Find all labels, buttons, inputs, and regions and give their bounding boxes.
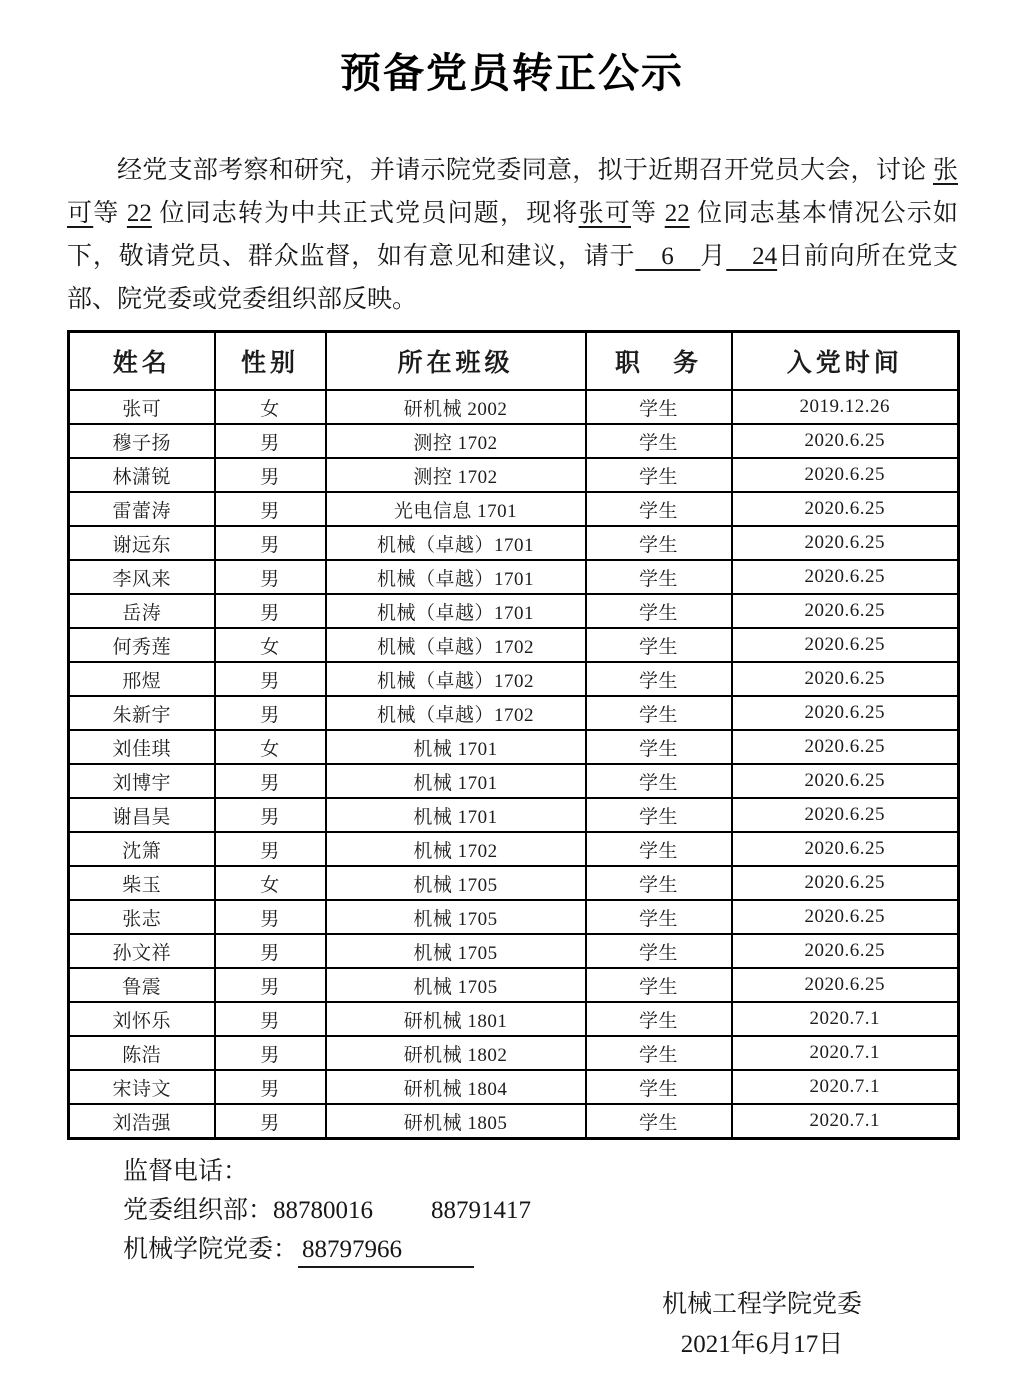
member-position: 学生 [586,696,732,730]
member-class: 机械 1701 [326,730,586,764]
member-position: 学生 [586,730,732,764]
member-name: 李风来 [69,560,215,594]
supervision-phone-title: 监督电话： [123,1158,249,1185]
member-join-date: 2020.6.25 [732,492,959,526]
member-join-date: 2020.6.25 [732,628,959,662]
notice-text-4: 等 [631,200,665,227]
org-dept-phone-2: 88791417 [431,1197,532,1224]
underlined-count-2: 22 [664,200,690,227]
member-class: 机械 1701 [326,764,586,798]
member-gender: 男 [215,1104,326,1139]
table-row [69,1070,959,1104]
table-row [69,696,959,730]
member-gender: 男 [215,968,326,1002]
notice-text-6: 月 [700,243,727,270]
member-class: 机械（卓越）1702 [326,628,586,662]
signature-block [640,1285,884,1365]
col-header-position: 职 务 [586,332,732,391]
member-class: 机械（卓越）1701 [326,560,586,594]
member-name: 宋诗文 [69,1070,215,1104]
signature-org: 机械工程学院党委 [661,1291,862,1318]
member-join-date: 2020.6.25 [732,832,959,866]
member-class: 机械（卓越）1701 [326,594,586,628]
member-name: 鲁震 [69,968,215,1002]
notice-text-5: 位同志基本情况公示如下，敬请党员、群众监督，如有意见和建议，请于 [67,200,958,270]
member-position: 学生 [586,594,732,628]
table-row [69,1036,959,1070]
member-name: 孙文祥 [69,934,215,968]
member-name: 刘怀乐 [69,1002,215,1036]
member-class: 机械（卓越）1702 [326,696,586,730]
member-position: 学生 [586,900,732,934]
member-name: 林潇锐 [69,458,215,492]
col-header-class: 所在班级 [326,332,586,391]
table-row [69,424,959,458]
member-position: 学生 [586,798,732,832]
member-name: 朱新宇 [69,696,215,730]
member-join-date: 2020.6.25 [732,798,959,832]
notice-paragraph [67,149,958,321]
member-class: 机械 1705 [326,900,586,934]
member-name: 谢昌昊 [69,798,215,832]
member-name: 张志 [69,900,215,934]
member-position: 学生 [586,1104,732,1139]
member-join-date: 2020.6.25 [732,900,959,934]
member-join-date: 2020.6.25 [732,696,959,730]
member-position: 学生 [586,764,732,798]
member-position: 学生 [586,866,732,900]
member-position: 学生 [586,968,732,1002]
member-class: 机械（卓越）1701 [326,526,586,560]
table-row [69,934,959,968]
member-class: 机械 1705 [326,934,586,968]
col-header-gender: 性别 [215,332,326,391]
member-gender: 男 [215,798,326,832]
member-join-date: 2020.6.25 [732,968,959,1002]
table-row [69,458,959,492]
member-name: 雷蕾涛 [69,492,215,526]
member-name: 刘佳琪 [69,730,215,764]
member-position: 学生 [586,424,732,458]
member-name: 柴玉 [69,866,215,900]
member-position: 学生 [586,526,732,560]
member-position: 学生 [586,934,732,968]
member-position: 学生 [586,628,732,662]
member-join-date: 2020.6.25 [732,594,959,628]
member-class: 研机械 1801 [326,1002,586,1036]
table-row [69,560,959,594]
member-class: 机械 1702 [326,832,586,866]
table-row [69,628,959,662]
member-gender: 男 [215,594,326,628]
member-class: 研机械 2002 [326,390,586,424]
member-class: 测控 1702 [326,458,586,492]
table-row [69,764,959,798]
member-name: 张可 [69,390,215,424]
member-name: 谢远东 [69,526,215,560]
table-row [69,1104,959,1139]
member-join-date: 2020.7.1 [732,1036,959,1070]
member-name: 刘博宇 [69,764,215,798]
member-join-date: 2020.6.25 [732,764,959,798]
table-row [69,832,959,866]
signature-date: 2021年6月17日 [680,1331,844,1358]
member-join-date: 2020.6.25 [732,526,959,560]
member-gender: 男 [215,832,326,866]
table-body [69,390,959,1139]
member-gender: 男 [215,764,326,798]
member-position: 学生 [586,832,732,866]
member-gender: 男 [215,900,326,934]
member-join-date: 2019.12.26 [732,390,959,424]
org-dept-phone-line [123,1191,1024,1230]
member-join-date: 2020.7.1 [732,1104,959,1139]
underlined-day-blank: 24 [726,243,778,270]
col-header-name: 姓名 [69,332,215,391]
col-header-join-date: 入党时间 [732,332,959,391]
notice-text-7: 日前向所在党支部、院党委或党委组织部反映。 [67,243,958,313]
member-class: 研机械 1802 [326,1036,586,1070]
member-join-date: 2020.6.25 [732,730,959,764]
member-position: 学生 [586,560,732,594]
member-class: 研机械 1804 [326,1070,586,1104]
member-gender: 男 [215,526,326,560]
table-row [69,900,959,934]
member-position: 学生 [586,1070,732,1104]
member-gender: 男 [215,492,326,526]
underlined-name-1: 张可 [67,157,958,227]
member-class: 机械 1705 [326,866,586,900]
member-class: 研机械 1805 [326,1104,586,1139]
member-position: 学生 [586,1002,732,1036]
member-gender: 男 [215,1002,326,1036]
notice-text-2: 等 [93,200,127,227]
member-join-date: 2020.7.1 [732,1070,959,1104]
table-row [69,730,959,764]
member-name: 沈箫 [69,832,215,866]
member-name: 陈浩 [69,1036,215,1070]
member-position: 学生 [586,1036,732,1070]
table-row [69,594,959,628]
member-join-date: 2020.6.25 [732,866,959,900]
member-name: 邢煜 [69,662,215,696]
member-gender: 男 [215,934,326,968]
notice-text-3: 位同志转为中共正式党员问题，现将 [151,200,579,227]
member-gender: 男 [215,424,326,458]
member-name: 岳涛 [69,594,215,628]
member-gender: 女 [215,730,326,764]
member-position: 学生 [586,662,732,696]
member-position: 学生 [586,390,732,424]
table-row [69,390,959,424]
footer [123,1152,1024,1365]
member-class: 机械（卓越）1702 [326,662,586,696]
college-committee-phone: 88797966 [298,1235,474,1268]
member-position: 学生 [586,458,732,492]
table-row [69,968,959,1002]
underlined-count-1: 22 [126,200,152,227]
member-class: 测控 1702 [326,424,586,458]
table-row [69,798,959,832]
member-position: 学生 [586,492,732,526]
member-gender: 男 [215,1070,326,1104]
member-name: 穆子扬 [69,424,215,458]
table-row [69,662,959,696]
member-gender: 女 [215,628,326,662]
member-join-date: 2020.6.25 [732,662,959,696]
table-header-row [69,332,959,391]
members-table [67,330,960,1140]
member-gender: 男 [215,1036,326,1070]
college-phone-line [123,1230,1024,1269]
member-join-date: 2020.6.25 [732,458,959,492]
table-row [69,1002,959,1036]
org-dept-phone-1: 88780016 [273,1197,374,1224]
table-row [69,526,959,560]
member-class: 机械 1705 [326,968,586,1002]
member-name: 何秀莲 [69,628,215,662]
underlined-month-blank: 6 [635,243,701,270]
member-name: 刘浩强 [69,1104,215,1139]
member-class: 机械 1701 [326,798,586,832]
member-join-date: 2020.6.25 [732,424,959,458]
document-title: 预备党员转正公示 [340,50,684,96]
table-row [69,866,959,900]
underlined-name-2: 张可 [578,200,632,227]
member-gender: 男 [215,696,326,730]
org-dept-label: 党委组织部： [123,1197,274,1224]
college-committee-label: 机械学院党委： [123,1236,299,1263]
member-join-date: 2020.7.1 [732,1002,959,1036]
member-class: 光电信息 1701 [326,492,586,526]
member-gender: 女 [215,866,326,900]
member-gender: 男 [215,458,326,492]
member-gender: 女 [215,390,326,424]
member-gender: 男 [215,560,326,594]
table-row [69,492,959,526]
member-gender: 男 [215,662,326,696]
member-join-date: 2020.6.25 [732,934,959,968]
member-join-date: 2020.6.25 [732,560,959,594]
notice-text-1: 经党支部考察和研究，并请示院党委同意，拟于近期召开党员大会，讨论 [117,157,933,184]
